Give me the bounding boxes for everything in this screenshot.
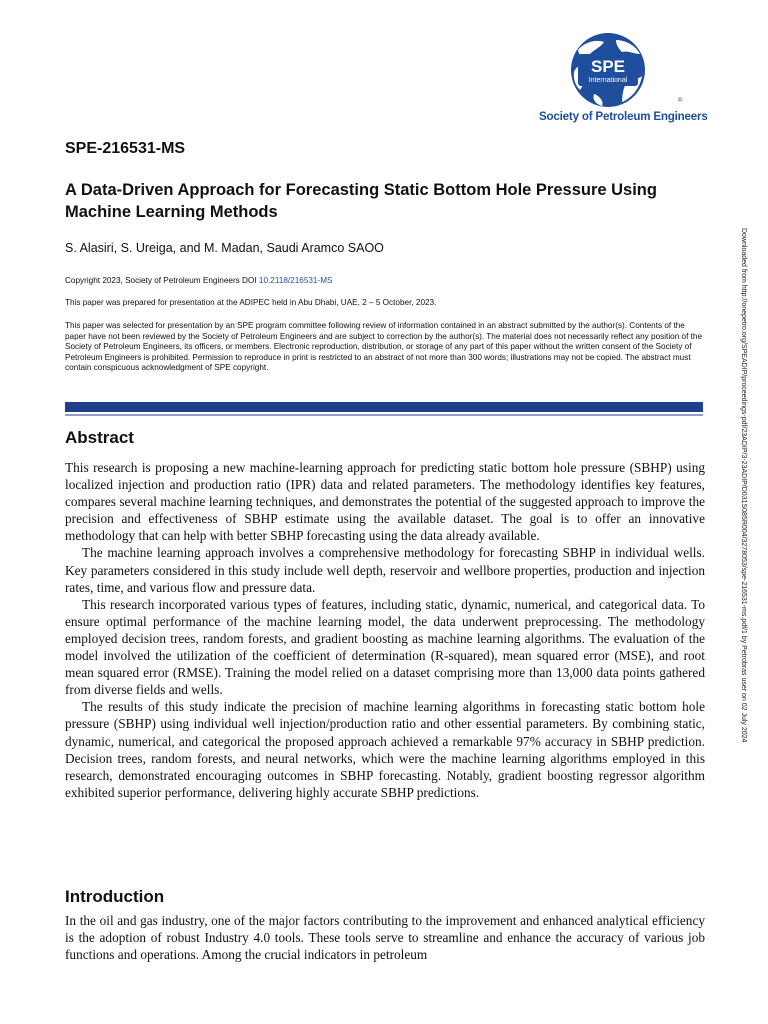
paper-title: A Data-Driven Approach for Forecasting Static Bottom Hole Pressure Using Machine Learning Methods [65, 181, 657, 221]
copyright-notice: This paper was selected for presentation by an SPE program committee following review of information contained in an abstract submitted by the author(s). Contents of the paper have not been reviewed by the Society of Petroleum Engineers and are subject to correction by the author(s). The material does not necessarily reflect any position of the Society of Petroleum Engineers, its officers, or members. Electronic reproduction, distribution, or storage of any part of this paper without the written consent of the Society of Petroleum Engineers is prohibited. Permission to reproduce in print is restricted to an abstract of not more than 300 words; illustrations may not be copied. The abstract must contain conspicuous acknowledgment of SPE copyright. [65, 321, 703, 372]
prepared-note: This paper was prepared for presentation at the ADIPEC held in Abu Dhabi, UAE, 2 – 5 October, 2023. [65, 298, 437, 307]
abstract-paragraph: The machine learning approach involves a comprehensive methodology for forecasting SBHP in individual wells. Key parameters considered in this study include well depth, reservoir and wellbore properties, production and injection rates, time, and various flow and pressure data. [65, 545, 705, 595]
paper-id: SPE-216531-MS [65, 140, 186, 157]
logo-sublabel: International [588, 77, 628, 84]
organization-name: Society of Petroleum Engineers [539, 110, 708, 123]
introduction-paragraph: In the oil and gas industry, one of the major factors contributing to the improvement and enhanced analytical efficiency is the adoption of robust Industry 4.0 tools. These tools serve to streamline and enhance the accuracy of various job functions and operations. Among the crucial indicators in petroleum [65, 913, 705, 963]
header-divider [65, 402, 703, 412]
abstract-heading: Abstract [65, 428, 134, 447]
copyright-line [65, 276, 707, 287]
introduction-body [65, 912, 705, 963]
download-side-note [737, 228, 749, 1008]
doi-link[interactable]: 10.2118/216531-MS [258, 276, 333, 285]
download-note-text: Downloaded from http://onepetro.org/SPEADIP/proceedings-pdf/23ADIP/3-23ADIP/D031S085R004/3278053/spe-216531-ms.pdf/1 by Petrobras user on 02 July 2024 [740, 228, 747, 743]
logo-label: SPE [590, 57, 626, 76]
introduction-heading: Introduction [65, 887, 165, 906]
svg-text:®: ® [678, 98, 683, 104]
abstract-body [65, 459, 705, 801]
abstract-paragraph: This research is proposing a new machine-learning approach for predicting static bottom hole pressure (SBHP) using localized injection and production ratio (IPR) data and related parameters. The methodology identifies key features, compares several machine learning techniques, and demonstrates the potential of the suggested approach to improve the precision and effectiveness of SBHP estimate using the available dataset. The goal is to offer an innovative methodology that can help with better SBHP forecasting using the data already available. [65, 460, 705, 544]
header-divider-thin [65, 414, 703, 416]
abstract-paragraph: The results of this study indicate the precision of machine learning algorithms in forecasting static bottom hole pressure (SBHP) using individual well injection/production ratio and other essential parameters. By combining static, dynamic, numerical, and categorical the proposed approach achieved a remarkable 97% accuracy in SBHP prediction. Decision trees, random forests, and neural networks, which were the machine learning algorithms employed in this research, demonstrated encouraging outcomes in SBHP forecasting. Notably, gradient boosting regressor algorithm exhibited superior performance, delivering highly accurate SBHP predictions. [65, 699, 705, 800]
abstract-paragraph: This research incorporated various types of features, including static, dynamic, numerical, and categorical data. To ensure optimal performance of the machine learning model, the data underwent preprocessing. The methodology employed decision trees, random forests, and gradient boosting as machine learning algorithms. The evaluation of the model involved the utilization of the coefficient of determination (R-squared), mean squared error (MSE), and root mean squared error (RMSE). Training the model relied on a dataset comprising more than 13,000 data points gathered from diverse fields and wells. [65, 596, 705, 698]
copyright-text: Copyright 2023, Society of Petroleum Engineers DOI [65, 276, 257, 285]
paper-authors: S. Alasiri, S. Ureiga, and M. Madan, Saudi Aramco SAOO [65, 241, 384, 255]
